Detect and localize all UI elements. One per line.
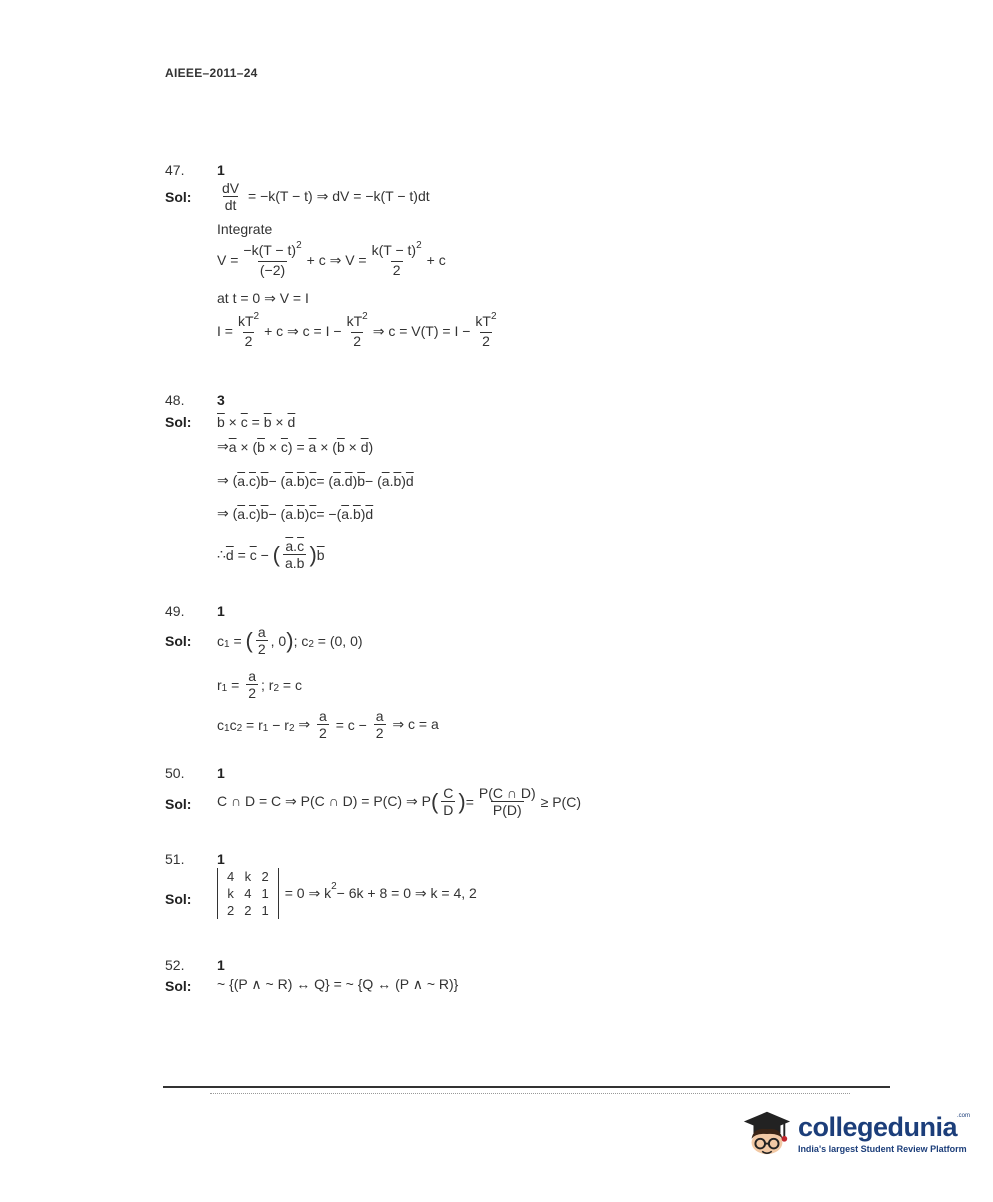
equation-50-1: C ∩ D = C ⇒ P(C ∩ D) = P(C) ⇒ P ( $\frac{C}{D}$ ) = $\frac{P(C \cap D)}{P(D)}$ ≥ P(C): [217, 785, 581, 818]
equation-47-1: $\frac{dV}{dt}$ = −k(T − t) ⇒ dV = −k(T − t)dt: [222, 180, 430, 213]
equation-47-2: V = $\frac{-k(T - t)^2}{(-2)}$ + c ⇒ V = $\frac{k(T - t)^2}{2}$ + c: [217, 240, 446, 278]
equation-48-4: ⇒ ( $\overline{a}$ . $\overline{c}$ ) $\overline{b}$ − ( $\overline{a}$ . $\overline{b}$ ) $\overline{c}$ = −( $\overline{a}$ . $\overline{b}$ ) $\overline{d}$: [217, 505, 374, 522]
equation-49-2: r 1 = $\frac{a}{2}$ ; r 2 = c: [217, 668, 302, 701]
question-number-51: 51.: [165, 851, 185, 867]
footer-address-line: [210, 1093, 850, 1095]
answer-47: 1: [217, 162, 225, 178]
equation-47-3: at t = 0 ⇒ V = I: [217, 290, 309, 306]
answer-51: 1: [217, 851, 225, 867]
sol-label-47: Sol:: [165, 189, 192, 205]
equation-47-4: I = $\frac{kT^2}{2}$ + c ⇒ c = I − $\frac{kT^2}{2}$ ⇒ c = V(T) = I − $\frac{kT^2}{2}$: [217, 311, 497, 349]
logo-dotcom: .com: [956, 1112, 970, 1119]
equation-48-1: $\overline{b}$ × $\overline{c}$ = $\overline{b}$ × $\overline{d}$: [217, 414, 296, 430]
equation-51-1: 4 k 2 k 4 1 2 2 1 = 0 ⇒ k 2 − 6k + 8 = 0 ⇒ k = 4, 2: [217, 868, 477, 919]
sol-label-48: Sol:: [165, 414, 192, 430]
answer-48: 3: [217, 392, 225, 408]
question-number-52: 52.: [165, 957, 185, 973]
question-number-50: 50.: [165, 765, 185, 781]
sol-label-51: Sol:: [165, 891, 192, 907]
page-header: AIEEE–2011–24: [165, 66, 258, 80]
footer-rule: [163, 1086, 890, 1088]
mascot-icon: [740, 1103, 794, 1163]
question-number-47: 47.: [165, 162, 185, 178]
logo-tagline: India's largest Student Review Platform: [797, 1143, 967, 1154]
question-number-49: 49.: [165, 603, 185, 619]
question-number-48: 48.: [165, 392, 185, 408]
equation-48-3: ⇒ ( $\overline{a}$ . $\overline{c}$ ) $\overline{b}$ − ( $\overline{a}$ . $\overline{b}$ ) $\overline{c}$ = ( $\overline{a}$ . $\overline{d}$ ) $\overline{b}$ − ( $\overline{a}$ . $\overline{b}$ ) $\overline{d}$: [217, 472, 414, 489]
equation-52-1: ~ {(P ∧ ~ R) ↔ Q} = ~ {Q ↔ (P ∧ ~ R)}: [217, 976, 459, 992]
sol-label-49: Sol:: [165, 633, 192, 649]
determinant: 4 k 2 k 4 1 2 2 1: [217, 868, 279, 919]
answer-52: 1: [217, 957, 225, 973]
integrate-text: Integrate: [217, 221, 273, 237]
answer-50: 1: [217, 765, 225, 781]
answer-49: 1: [217, 603, 225, 619]
collegedunia-logo: [740, 1100, 970, 1166]
sol-label-50: Sol:: [165, 796, 192, 812]
sol-label-52: Sol:: [165, 978, 192, 994]
logo-brand-text: collegedunia: [797, 1111, 957, 1142]
equation-49-3: c 1 c 2 = r 1 − r 2 ⇒ $\frac{a}{2}$ = c − $\frac{a}{2}$ ⇒ c = a: [217, 708, 439, 741]
equation-48-5: ∴ $\overline{d}$ = $\overline{c}$ − ( $\frac{\overline{a}.\overline{c}}{\overline{a}.\overline{b}}$ ) $\overline{b}$: [217, 538, 325, 571]
equation-49-1: c 1 = ( $\frac{a}{2}$ , 0 ) ; c 2 = (0, 0): [217, 624, 363, 657]
equation-48-2: ⇒ $\overline{a}$ × ( $\overline{b}$ × $\overline{c}$ ) = $\overline{a}$ × ( $\overline{b}$ × $\overline{d}$ ): [217, 438, 374, 455]
